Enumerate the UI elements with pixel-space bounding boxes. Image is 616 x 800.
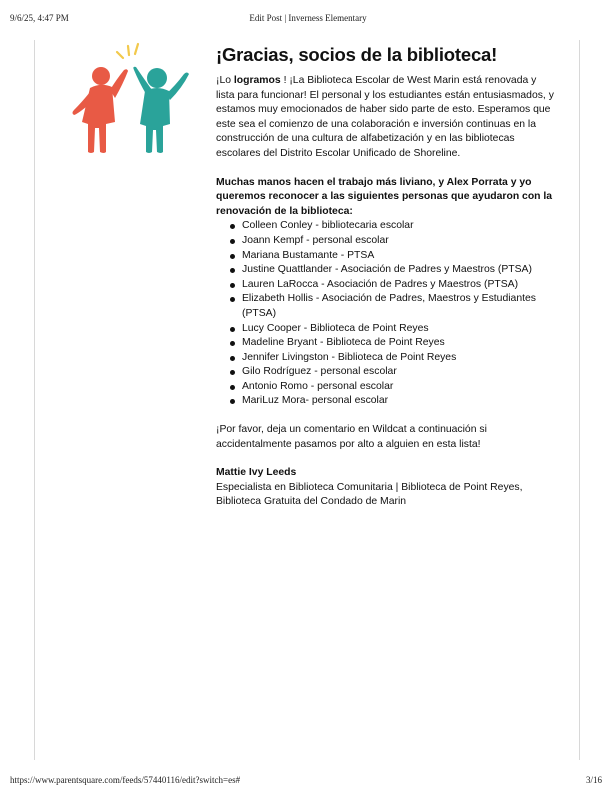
post-content <box>216 44 556 510</box>
signature-role: Especialista en Biblioteca Comunitaria | Biblioteca de Point Reyes, Biblioteca Gratuita del Condado de Marin <box>216 481 523 508</box>
list-item: MariLuz Mora- personal escolar <box>242 394 556 409</box>
left-border-rule <box>34 40 35 760</box>
post-title: ¡Gracias, socios de la biblioteca! <box>216 44 498 65</box>
signature-name: Mattie Ivy Leeds <box>216 467 297 479</box>
intro-bold: logramos <box>233 75 281 86</box>
print-url: https://www.parentsquare.com/feeds/57440116/edit?switch=es# <box>10 775 241 785</box>
celebration-sparks <box>117 44 138 58</box>
helpers-list <box>216 219 556 409</box>
print-page-title: Edit Post | Inverness Elementary <box>249 13 367 23</box>
intro-prefix: ¡Lo <box>216 75 234 86</box>
list-item: Jennifer Livingston - Biblioteca de Point Reyes <box>242 351 556 366</box>
list-item: Elizabeth Hollis - Asociación de Padres, Maestros y Estudiantes (PTSA) <box>242 292 556 321</box>
list-item: Joann Kempf - personal escolar <box>242 234 556 249</box>
list-item: Lucy Cooper - Biblioteca de Point Reyes <box>242 322 556 337</box>
right-border-rule <box>579 40 580 760</box>
intro-paragraph <box>216 74 556 162</box>
list-item: Gilo Rodríguez - personal escolar <box>242 365 556 380</box>
list-item: Madeline Bryant - Biblioteca de Point Reyes <box>242 336 556 351</box>
list-item: Antonio Romo - personal escolar <box>242 380 556 395</box>
print-page-number: 3/16 <box>585 775 602 785</box>
right-child-figure <box>133 67 189 153</box>
print-datetime: 9/6/25, 4:47 PM <box>10 13 69 23</box>
list-item: Colleen Conley - bibliotecaria escolar <box>242 219 556 234</box>
thanks-heading: Muchas manos hacen el trabajo más liviano, y Alex Porrata y yo queremos reconocer a las siguientes personas que ayudaron con la renovación de la biblioteca: <box>216 176 553 217</box>
list-item: Lauren LaRocca - Asociación de Padres y Maestros (PTSA) <box>242 278 556 293</box>
left-child-figure <box>73 67 129 153</box>
list-item: Justine Quattlander - Asociación de Padres y Maestros (PTSA) <box>242 263 556 278</box>
comment-request: ¡Por favor, deja un comentario en Wildcat a continuación si accidentalmente pasamos por alto a alguien en esta lista! <box>216 424 487 450</box>
list-item: Mariana Bustamante - PTSA <box>242 249 556 264</box>
intro-rest: ! ¡La Biblioteca Escolar de West Marin está renovada y lista para funcionar! El personal y los estudiantes están entusiasmados, y estamos muy emocionados de haber sido parte de esto. Esperamos que este sea el comienzo de una colaboración e inversión continuas en la construcción de una cultura de alfabetización y en las bibliotecas escolares del Distrito Escolar Unificado de Shoreline. <box>216 75 554 159</box>
two-children-celebrating-icon <box>60 40 200 155</box>
